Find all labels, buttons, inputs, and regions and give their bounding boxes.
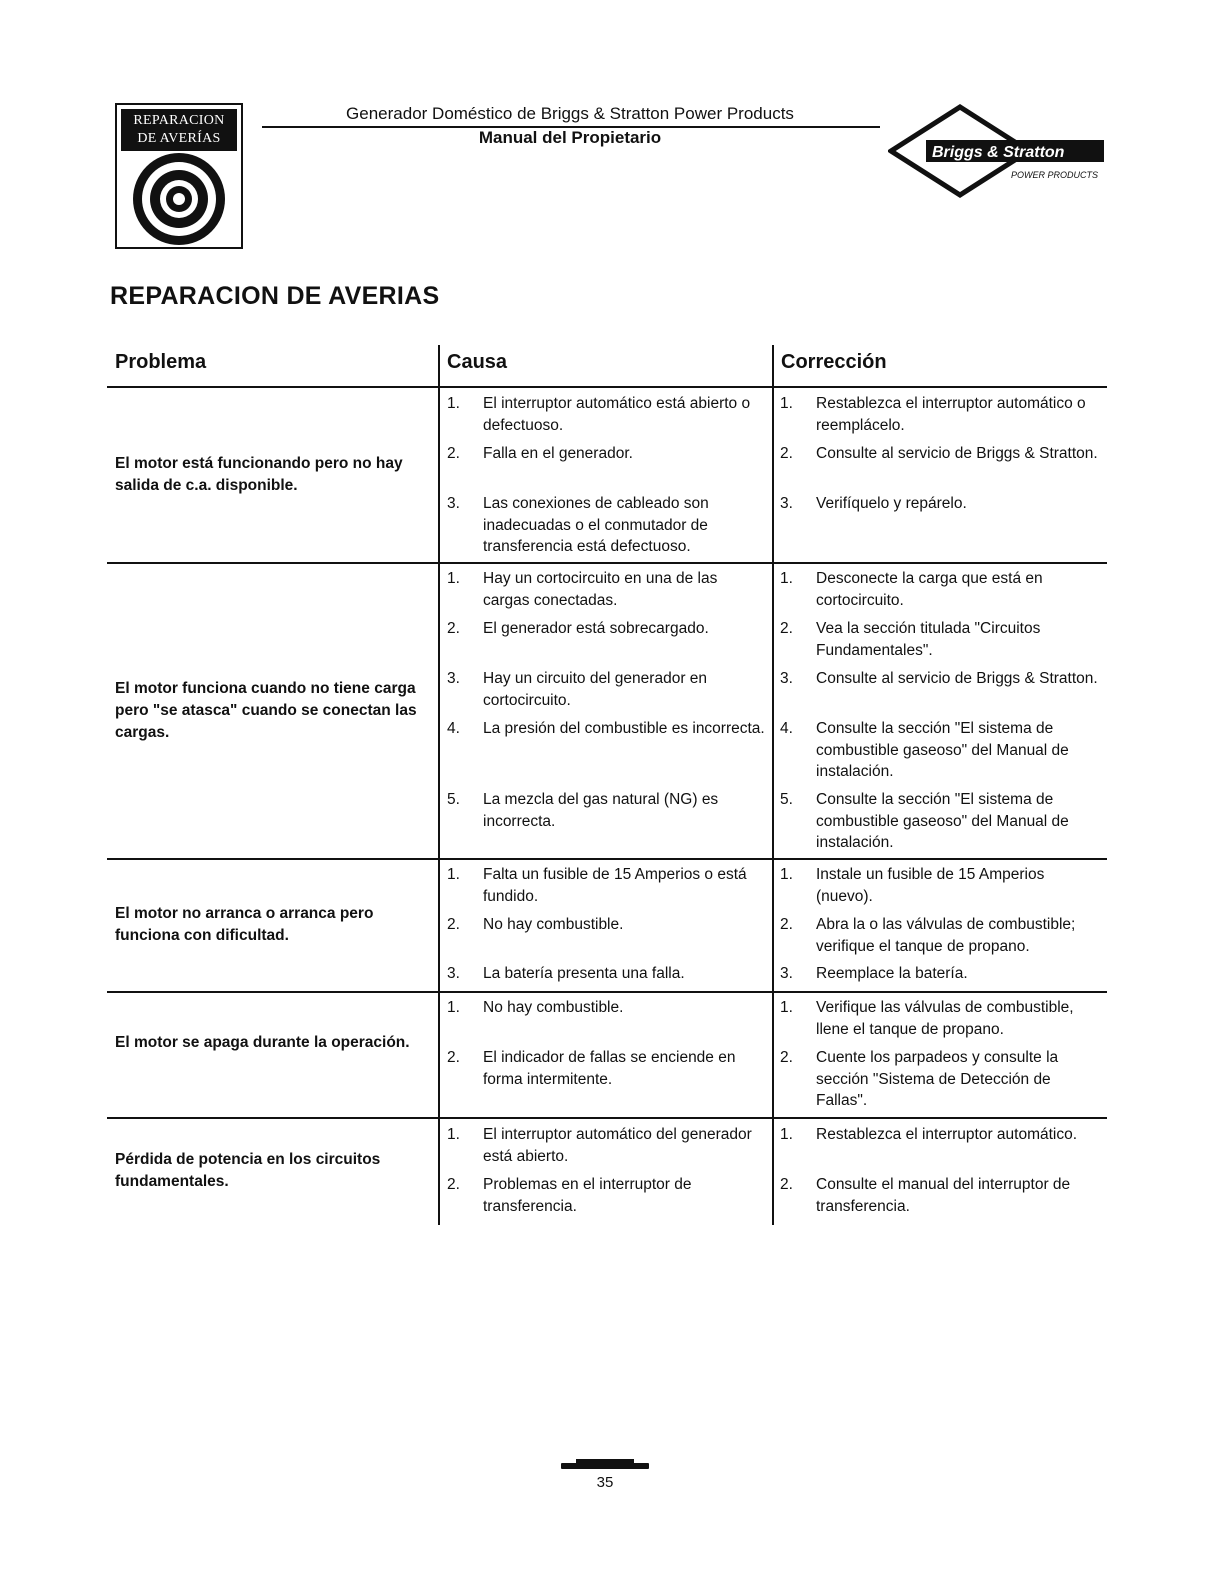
correction-number: 3. [780,965,793,982]
correction-text: Vea la sección titulada "Circuitos Fundamentales". [816,620,1041,659]
cause-number: 1. [447,1126,460,1143]
correction-number: 5. [780,791,793,808]
cause-number: 3. [447,965,460,982]
column-divider [772,345,774,1225]
column-header-correction: Corrección [781,351,887,373]
column-header-cause: Causa [447,351,508,373]
row-divider [107,991,1107,993]
correction-number: 2. [780,445,793,462]
cause-text: La presión del combustible es incorrecta. [483,720,765,737]
problem-text: El motor no arranca o arranca pero funciona con dificultad. [115,905,374,944]
correction-text: Cuente los parpadeos y consulte la sección "Sistema de Detección de Fallas". [816,1049,1059,1109]
correction-text: Verifíquelo y repárelo. [816,495,967,512]
problem-text: El motor está funcionando pero no hay salida de c.a. disponible. [115,455,403,494]
column-header-problem: Problema [115,351,207,373]
cause-text: La batería presenta una falla. [483,965,685,982]
cause-text: Las conexiones de cableado son inadecuadas o el conmutador de transferencia está defectuoso. [483,495,709,555]
correction-number: 1. [780,395,793,412]
cause-text: Falta un fusible de 15 Amperios o está fundido. [483,866,747,905]
correction-text: Desconecte la carga que está en cortocircuito. [816,570,1043,609]
cause-text: No hay combustible. [483,999,624,1016]
cause-number: 1. [447,999,460,1016]
cause-number: 2. [447,1176,460,1193]
correction-text: Instale un fusible de 15 Amperios (nuevo). [816,866,1045,905]
badge-title [121,109,237,151]
row-divider [107,386,1107,388]
correction-number: 4. [780,720,793,737]
problem-text: El motor funciona cuando no tiene carga pero "se atasca" cuando se conectan las cargas. [115,680,417,741]
footer-bar [561,1463,649,1469]
correction-text: Restablezca el interruptor automático. [816,1126,1078,1143]
correction-number: 2. [780,1049,793,1066]
cause-text: La mezcla del gas natural (NG) es incorrecta. [483,791,719,830]
cause-text: No hay combustible. [483,916,624,933]
correction-number: 1. [780,866,793,883]
correction-text: Consulte al servicio de Briggs & Stratton. [816,445,1098,462]
column-divider [438,345,440,1225]
badge-line-2: DE AVERÍAS [137,131,221,146]
logo-text: Briggs & Stratton [932,144,1065,161]
correction-text: Consulte la sección "El sistema de combustible gaseoso" del Manual de instalación. [816,791,1069,851]
correction-number: 1. [780,1126,793,1143]
cause-number: 1. [447,395,460,412]
row-divider [107,562,1107,564]
target-icon [117,151,241,247]
correction-number: 2. [780,620,793,637]
cause-number: 3. [447,670,460,687]
cause-text: El generador está sobrecargado. [483,620,709,637]
correction-text: Reemplace la batería. [816,965,968,982]
problem-text: El motor se apaga durante la operación. [115,1034,410,1051]
logo-subtext: POWER PRODUCTS [1010,170,1098,180]
cause-text: El interruptor automático del generador está abierto. [483,1126,752,1165]
correction-number: 2. [780,1176,793,1193]
correction-text: Restablezca el interruptor automático o reemplácelo. [816,395,1086,434]
cause-number: 1. [447,570,460,587]
correction-text: Consulte al servicio de Briggs & Stratton. [816,670,1098,687]
correction-number: 2. [780,916,793,933]
section-title: REPARACION DE AVERIAS [110,282,440,310]
cause-text: El interruptor automático está abierto o defectuoso. [483,395,751,434]
cause-text: Hay un cortocircuito en una de las cargas conectadas. [483,570,718,609]
cause-number: 1. [447,866,460,883]
page-number: 35 [596,1474,614,1491]
document-title: Generador Doméstico de Briggs & Stratton Power Products [346,104,794,123]
troubleshooting-badge [115,103,243,249]
briggs-stratton-logo [888,104,1110,198]
badge-line-1: REPARACION [133,113,225,128]
cause-text: Problemas en el interruptor de transferencia. [483,1176,692,1215]
cause-number: 2. [447,445,460,462]
correction-text: Consulte el manual del interruptor de transferencia. [816,1176,1071,1215]
cause-text: Hay un circuito del generador en cortocircuito. [483,670,708,709]
correction-text: Verifique las válvulas de combustible, llene el tanque de propano. [816,999,1074,1038]
correction-number: 3. [780,670,793,687]
document-subtitle: Manual del Propietario [478,128,662,147]
correction-number: 1. [780,999,793,1016]
row-divider [107,1117,1107,1119]
correction-text: Abra la o las válvulas de combustible; verifique el tanque de propano. [816,916,1076,955]
cause-number: 2. [447,1049,460,1066]
cause-text: El indicador de fallas se enciende en forma intermitente. [483,1049,736,1088]
row-divider [107,858,1107,860]
cause-number: 2. [447,916,460,933]
cause-number: 2. [447,620,460,637]
problem-text: Pérdida de potencia en los circuitos fundamentales. [115,1151,381,1190]
correction-number: 3. [780,495,793,512]
cause-text: Falla en el generador. [483,445,633,462]
cause-number: 5. [447,791,460,808]
cause-number: 3. [447,495,460,512]
correction-text: Consulte la sección "El sistema de combustible gaseoso" del Manual de instalación. [816,720,1069,780]
cause-number: 4. [447,720,460,737]
correction-number: 1. [780,570,793,587]
